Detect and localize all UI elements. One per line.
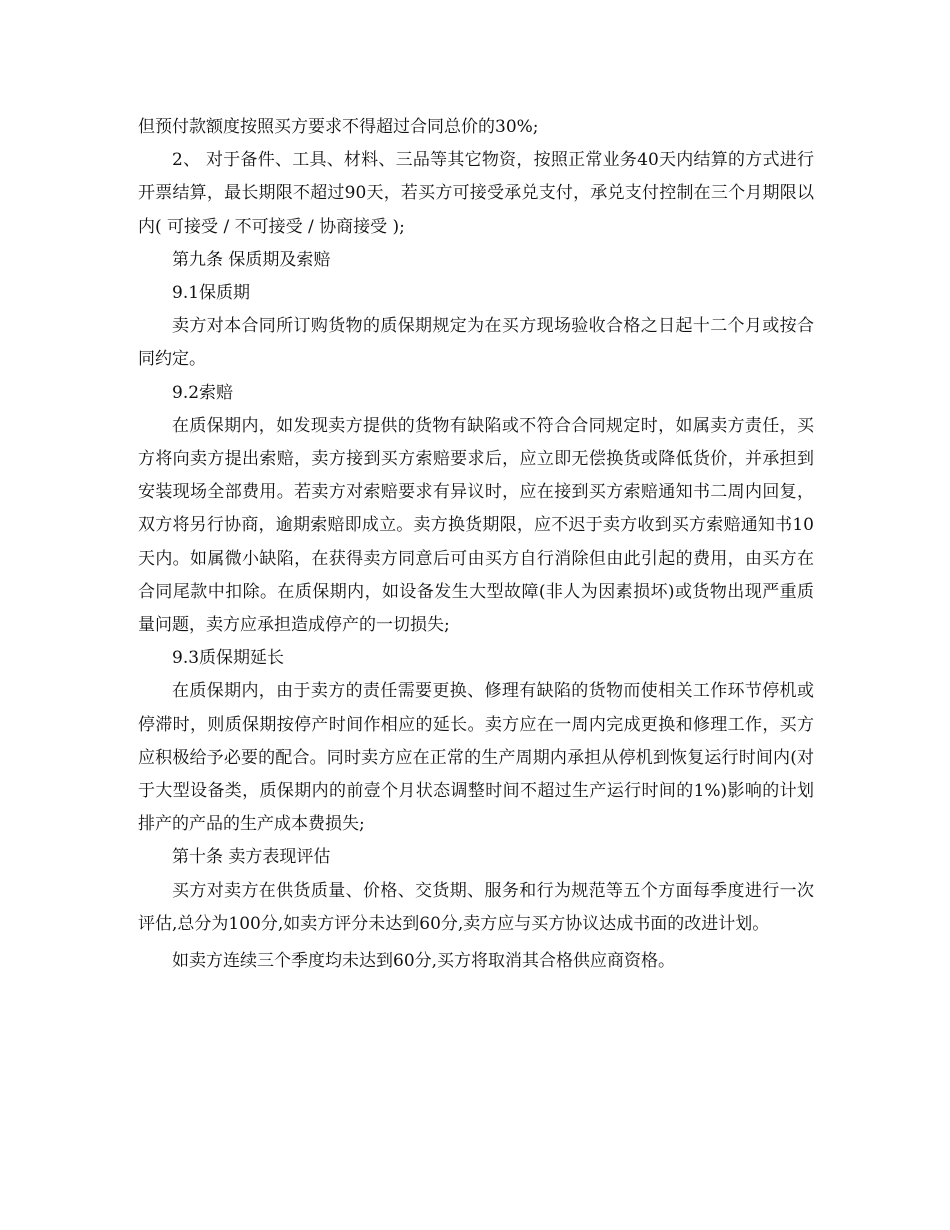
paragraph-disqualification: 如卖方连续三个季度均未达到60分,买方将取消其合格供应商资格。 <box>172 951 676 972</box>
subheading-9-3: 9.3质保期延长 <box>172 648 285 669</box>
section-heading-article-9: 第九条 保质期及索赔 <box>172 249 331 270</box>
paragraph-warranty-period: 卖方对本合同所订购货物的质保期规定为在买方现场验收合格之日起十二个月或按合同约定。 <box>138 316 814 370</box>
subheading-9-2: 9.2索赔 <box>172 382 234 403</box>
section-heading-article-10: 第十条 卖方表现评估 <box>172 847 331 868</box>
paragraph-claims: 在质保期内，如发现卖方提供的货物有缺陷或不符合合同规定时，如属卖方责任，买方将向卖方提出索赔，卖方接到买方索赔要求后，应立即无偿换货或降低货价，并承担到安装现场全部费用。若卖方对索赔要求有异议时，应在接到买方索赔通知书二周内回复，双方将另行协商，逾期索赔即成立。卖方换货期限，应不迟于卖方收到买方索赔通知书10天内。如属微小缺陷，在获得卖方同意后可由买方自行消除但由此引起的费用，由买方在合同尾款中扣除。在质保期内，如设备发生大型故障(非人为因素损坏)或货物出现严重质量问题，卖方应承担造成停产的一切损失; <box>138 415 814 636</box>
paragraph-seller-evaluation: 买方对卖方在供货质量、价格、交货期、服务和行为规范等五个方面每季度进行一次评估,总分为100分,如卖方评分未达到60分,卖方应与买方协议达成书面的改进计划。 <box>138 880 814 934</box>
paragraph-spare-parts-settlement: 2、 对于备件、工具、材料、三品等其它物资，按照正常业务40天内结算的方式进行开票结算，最长期限不超过90天，若买方可接受承兑支付，承兑支付控制在三个月期限以内( 可接受 / 不可接受 / 协商接受 ); <box>138 150 814 237</box>
paragraph-warranty-extension: 在质保期内，由于卖方的责任需要更换、修理有缺陷的货物而使相关工作环节停机或停滞时，则质保期按停产时间作相应的延长。卖方应在一周内完成更换和修理工作，买方应积极给予必要的配合。同时卖方应在正常的生产周期内承担从停机到恢复运行时间内(对于大型设备类，质保期内的前壹个月状态调整时间不超过生产运行时间的1%)影响的计划排产的产品的生产成本费损失; <box>138 681 814 835</box>
document-page <box>138 111 814 978</box>
paragraph-prepayment-limit: 但预付款额度按照买方要求不得超过合同总价的30%; <box>138 117 539 137</box>
subheading-9-1: 9.1保质期 <box>172 283 251 304</box>
